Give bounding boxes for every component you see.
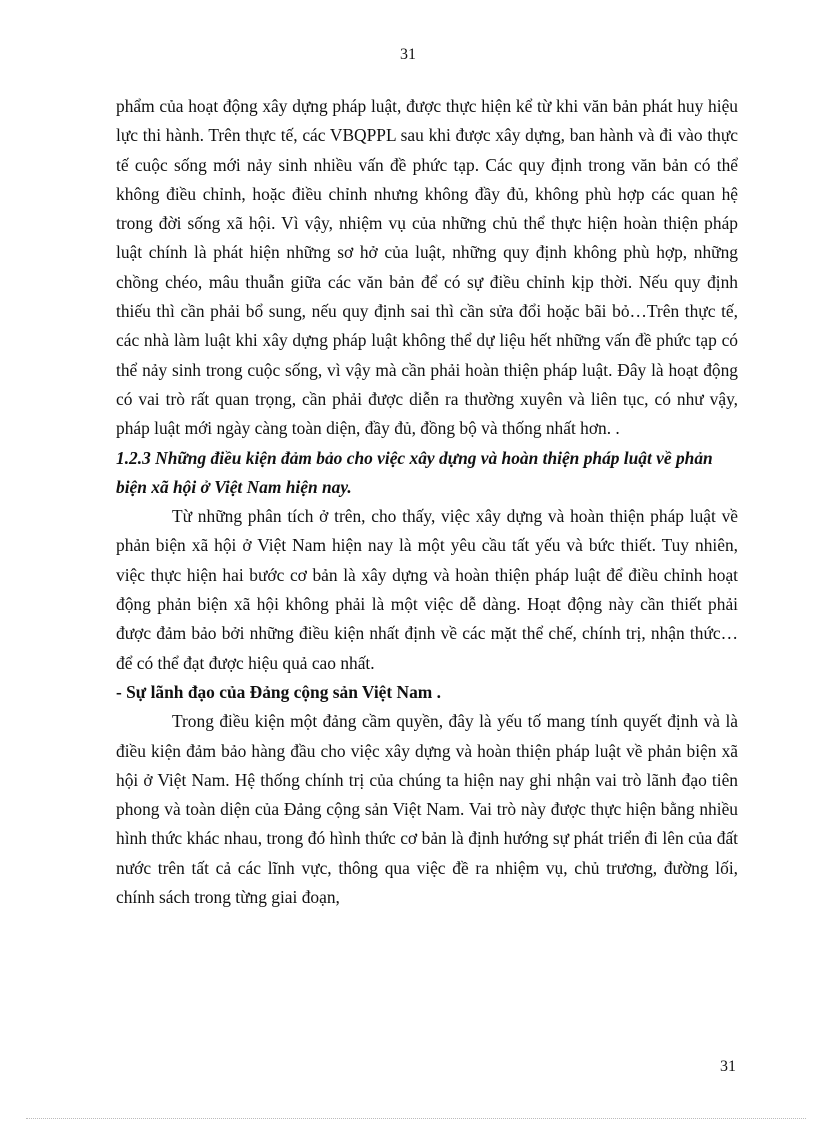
subheading-party-leadership: - Sự lãnh đạo của Đảng cộng sản Việt Nam . bbox=[116, 681, 441, 702]
document-body bbox=[116, 92, 738, 912]
page-number-bottom: 31 bbox=[720, 1058, 736, 1075]
section-heading-1-2-3: 1.2.3 Những điều kiện đảm bảo cho việc xây dựng và hoàn thiện pháp luật về phản biện xã hội ở Việt Nam hiện nay. bbox=[116, 447, 713, 497]
paragraph-party-leadership: Trong điều kiện một đảng cầm quyền, đây là yếu tố mang tính quyết định và là điều kiện đảm bảo hàng đầu cho việc xây dựng và hoàn thiện pháp luật về phản biện xã hội ở Việt Nam. Hệ thống chính trị của chúng ta hiện nay ghi nhận vai trò lãnh đạo tiên phong và toàn diện của Đảng cộng sản Việt Nam. Vai trò này được thực hiện bằng nhiều hình thức khác nhau, trong đó hình thức cơ bản là định hướng sự phát triển đi lên của đất nước trên tất cả các lĩnh vực, thông qua việc đề ra nhiệm vụ, chủ trương, đường lối, chính sách trong từng giai đoạn, bbox=[116, 711, 738, 908]
paragraph-conditions-intro: Từ những phân tích ở trên, cho thấy, việc xây dựng và hoàn thiện pháp luật về phản biện xã hội ở Việt Nam hiện nay là một yêu cầu tất yếu và bức thiết. Tuy nhiên, việc thực hiện hai bước cơ bản là xây dựng và hoàn thiện pháp luật để điều chỉnh hoạt động phản biện xã hội không phải là một việc dễ dàng. Hoạt động này cần thiết phải được đảm bảo bởi những điều kiện nhất định về các mặt thể chế, chính trị, nhận thức…để có thể đạt được hiệu quả cao nhất. bbox=[116, 506, 738, 673]
page-number-top: 31 bbox=[400, 46, 416, 63]
footer-divider bbox=[26, 1118, 806, 1119]
paragraph-continuation: phẩm của hoạt động xây dựng pháp luật, được thực hiện kể từ khi văn bản phát huy hiệu lực thi hành. Trên thực tế, các VBQPPL sau khi được xây dựng, ban hành và đi vào thực tế cuộc sống mới nảy sinh nhiều vấn đề phức tạp. Các quy định trong văn bản có thể không điều chỉnh, hoặc điều chỉnh nhưng không đầy đủ, không phù hợp các quan hệ trong đời sống xã hội. Vì vậy, nhiệm vụ của những chủ thể thực hiện hoàn thiện pháp luật chính là phát hiện những sơ hở của luật, những quy định không phù hợp, những chồng chéo, mâu thuẫn giữa các văn bản để có sự điều chỉnh kịp thời. Nếu quy định thiếu thì cần phải bổ sung, nếu quy định sai thì cần sửa đổi hoặc bãi bỏ…Trên thực tế, các nhà làm luật khi xây dựng pháp luật không thể dự liệu hết những vấn đề phức tạp có thể nảy sinh trong cuộc sống, vì vậy mà cần phải hoàn thiện pháp luật. Đây là hoạt động có vai trò rất quan trọng, cần phải được diễn ra thường xuyên và liên tục, có như vậy, pháp luật mới ngày càng toàn diện, đầy đủ, đồng bộ và thống nhất hơn. . bbox=[116, 96, 738, 439]
